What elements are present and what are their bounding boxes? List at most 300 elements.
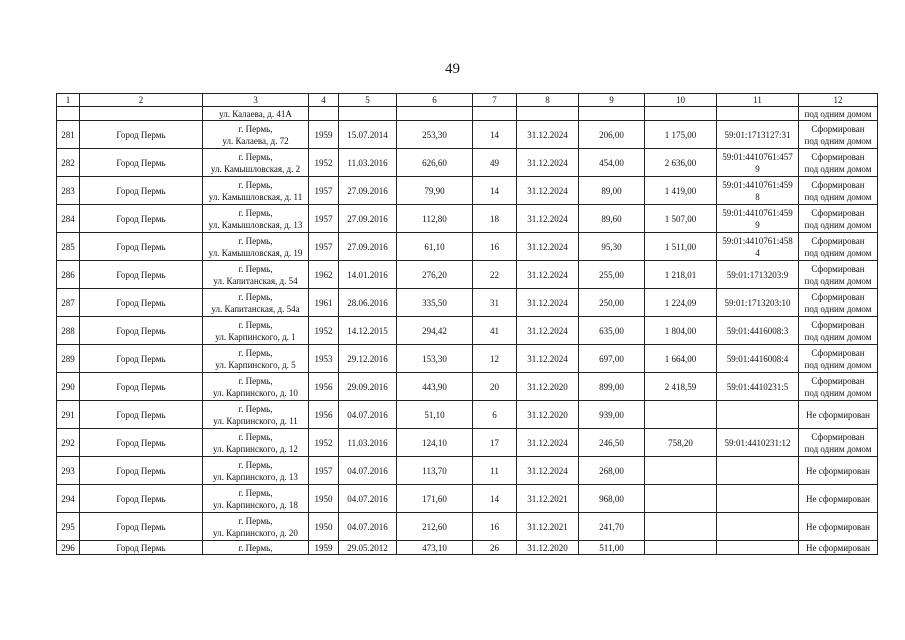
address-line-2: ул. Карпинского, д. 20: [213, 527, 298, 538]
land-area: 268,00: [579, 457, 645, 485]
land-area: 95,30: [579, 233, 645, 261]
living-area: 626,60: [397, 149, 473, 177]
land-status-line-1: Сформирован: [811, 375, 865, 386]
build-year: 1959: [309, 121, 339, 149]
cost-value: 2 418,59: [645, 373, 717, 401]
land-area: 206,00: [579, 121, 645, 149]
municipality: Город Пермь: [80, 541, 203, 555]
municipality: Город Пермь: [80, 177, 203, 205]
land-status-line-1: Сформирован: [811, 179, 865, 190]
build-year: 1950: [309, 485, 339, 513]
planned-date: 31.12.2024: [517, 149, 579, 177]
land-status-line-2: под одним домом: [804, 247, 872, 258]
build-year: 1952: [309, 149, 339, 177]
residents-count: 18: [473, 205, 517, 233]
address-line-1: г. Пермь,: [238, 375, 273, 386]
land-status: [799, 513, 878, 541]
cadastral-number-line-1: 59:01:4410761:459: [722, 207, 793, 218]
land-status-line-1: Не сформирован: [806, 465, 870, 476]
row-number: 283: [57, 177, 80, 205]
column-number-row: [57, 94, 878, 107]
land-status-line-2: под одним домом: [804, 443, 872, 454]
cadastral-number-line-1: 59:01:4416008:4: [726, 353, 789, 364]
municipality: Город Пермь: [80, 317, 203, 345]
cadastral-number-line-2: 4: [755, 247, 760, 258]
living-area: 153,30: [397, 345, 473, 373]
cadastral-number: [717, 513, 799, 541]
land-status-line-1: Не сформирован: [806, 521, 870, 532]
living-area: 79,90: [397, 177, 473, 205]
continuation-status: под одним домом: [799, 107, 878, 121]
address-line-2: ул. Капитанская, д. 54а: [211, 303, 300, 314]
column-number: 10: [645, 94, 717, 107]
cost-value: 1 507,00: [645, 205, 717, 233]
address: [203, 289, 309, 317]
table-row: [57, 485, 878, 513]
land-status-line-2: под одним домом: [804, 303, 872, 314]
table-row: [57, 121, 878, 149]
cell-empty: [57, 107, 80, 121]
cost-value: 1 218,01: [645, 261, 717, 289]
land-area: 899,00: [579, 373, 645, 401]
land-area: 255,00: [579, 261, 645, 289]
cadastral-number: [717, 541, 799, 555]
cost-value: 1 511,00: [645, 233, 717, 261]
cell-empty: [717, 107, 799, 121]
residents-count: 6: [473, 401, 517, 429]
address-line-2: ул. Камышловская, д. 11: [208, 191, 303, 202]
residents-count: 41: [473, 317, 517, 345]
cadastral-number: [717, 121, 799, 149]
continuation-row: [57, 107, 878, 121]
land-status-line-2: под одним домом: [804, 331, 872, 342]
recognition-date: 14.12.2015: [339, 317, 397, 345]
address-line-1: г. Пермь,: [238, 403, 273, 414]
municipality: Город Пермь: [80, 289, 203, 317]
row-number: 292: [57, 429, 80, 457]
land-status-line-1: Не сформирован: [806, 409, 870, 420]
land-status: [799, 457, 878, 485]
living-area: 212,60: [397, 513, 473, 541]
planned-date: 31.12.2024: [517, 177, 579, 205]
planned-date: 31.12.2020: [517, 373, 579, 401]
municipality: Город Пермь: [80, 233, 203, 261]
land-status-line-1: Сформирован: [811, 263, 865, 274]
table-row: [57, 289, 878, 317]
address-line-2: ул. Капитанская, д. 54: [213, 275, 298, 286]
table-row: [57, 513, 878, 541]
land-status-line-2: под одним домом: [804, 219, 872, 230]
residents-count: 26: [473, 541, 517, 555]
planned-date: 31.12.2024: [517, 205, 579, 233]
cost-value: 2 636,00: [645, 149, 717, 177]
cadastral-number: [717, 485, 799, 513]
living-area: 171,60: [397, 485, 473, 513]
planned-date: 31.12.2024: [517, 345, 579, 373]
row-number: 294: [57, 485, 80, 513]
recognition-date: 04.07.2016: [339, 457, 397, 485]
cost-value: [645, 513, 717, 541]
cell-empty: [339, 107, 397, 121]
address: [203, 233, 309, 261]
cadastral-number: [717, 261, 799, 289]
municipality: Город Пермь: [80, 373, 203, 401]
recognition-date: 29.12.2016: [339, 345, 397, 373]
column-number: 8: [517, 94, 579, 107]
build-year: 1950: [309, 513, 339, 541]
cadastral-number-line-2: 9: [755, 219, 760, 230]
land-status: [799, 485, 878, 513]
column-number: 11: [717, 94, 799, 107]
cadastral-number: [717, 373, 799, 401]
land-status-line-2: под одним домом: [804, 191, 872, 202]
planned-date: 31.12.2024: [517, 121, 579, 149]
living-area: 124,10: [397, 429, 473, 457]
table-row: [57, 233, 878, 261]
cadastral-number: [717, 401, 799, 429]
cadastral-number: [717, 177, 799, 205]
table-row: [57, 429, 878, 457]
table-row: [57, 541, 878, 555]
address-line-2: ул. Карпинского, д. 12: [213, 443, 298, 454]
planned-date: 31.12.2024: [517, 289, 579, 317]
recognition-date: 14.01.2016: [339, 261, 397, 289]
build-year: 1957: [309, 233, 339, 261]
cost-value: 1 804,00: [645, 317, 717, 345]
build-year: 1961: [309, 289, 339, 317]
address: [203, 121, 309, 149]
recognition-date: 04.07.2016: [339, 401, 397, 429]
cadastral-number-line-1: 59:01:4410231:12: [724, 437, 791, 448]
living-area: 112,80: [397, 205, 473, 233]
address-line-2: ул. Карпинского, д. 10: [213, 387, 298, 398]
residents-count: 14: [473, 485, 517, 513]
cadastral-number-line-1: 59:01:4410761:458: [722, 235, 793, 246]
column-number: 3: [203, 94, 309, 107]
land-status: [799, 261, 878, 289]
address-line-1: г. Пермь,: [238, 263, 273, 274]
residents-count: 22: [473, 261, 517, 289]
land-status-line-1: Сформирован: [811, 431, 865, 442]
land-status-line-2: под одним домом: [804, 387, 872, 398]
land-status-line-1: Сформирован: [811, 235, 865, 246]
cadastral-number-line-1: 59:01:4410231:5: [726, 381, 789, 392]
table-row: [57, 373, 878, 401]
cell-empty: [309, 107, 339, 121]
address-line-2: ул. Камышловская, д. 13: [208, 219, 303, 230]
cost-value: 1 224,09: [645, 289, 717, 317]
row-number: 281: [57, 121, 80, 149]
land-status: [799, 541, 878, 555]
land-status: [799, 121, 878, 149]
recognition-date: 29.09.2016: [339, 373, 397, 401]
land-status-line-2: под одним домом: [804, 275, 872, 286]
cadastral-number-line-1: 59:01:4410761:457: [722, 151, 793, 162]
land-status: [799, 317, 878, 345]
recognition-date: 29.05.2012: [339, 541, 397, 555]
residents-count: 14: [473, 177, 517, 205]
build-year: 1957: [309, 457, 339, 485]
recognition-date: 28.06.2016: [339, 289, 397, 317]
address: [203, 177, 309, 205]
cost-value: 758,20: [645, 429, 717, 457]
address: [203, 373, 309, 401]
land-status: [799, 345, 878, 373]
address-line-1: г. Пермь,: [238, 179, 273, 190]
land-area: 89,00: [579, 177, 645, 205]
residents-count: 12: [473, 345, 517, 373]
column-number: 12: [799, 94, 878, 107]
column-number: 6: [397, 94, 473, 107]
cost-value: [645, 485, 717, 513]
row-number: 295: [57, 513, 80, 541]
address-line-1: г. Пермь,: [238, 487, 273, 498]
cell-empty: [80, 107, 203, 121]
land-status-line-1: Сформирован: [811, 151, 865, 162]
planned-date: 31.12.2020: [517, 401, 579, 429]
land-status-line-1: Сформирован: [811, 207, 865, 218]
living-area: 294,42: [397, 317, 473, 345]
land-status-line-2: под одним домом: [804, 359, 872, 370]
address-line-2: ул. Карпинского, д. 18: [213, 499, 298, 510]
address-line-1: г. Пермь,: [238, 319, 273, 330]
living-area: 113,70: [397, 457, 473, 485]
land-status: [799, 429, 878, 457]
planned-date: 31.12.2020: [517, 541, 579, 555]
municipality: Город Пермь: [80, 513, 203, 541]
address-line-1: г. Пермь,: [238, 151, 273, 162]
land-status: [799, 401, 878, 429]
cost-value: [645, 401, 717, 429]
build-year: 1959: [309, 541, 339, 555]
living-area: 473,10: [397, 541, 473, 555]
build-year: 1952: [309, 317, 339, 345]
land-area: 89,60: [579, 205, 645, 233]
address-line-1: г. Пермь,: [238, 291, 273, 302]
address: [203, 457, 309, 485]
table-body: [57, 94, 878, 555]
land-status: [799, 177, 878, 205]
table-row: [57, 317, 878, 345]
address-line-2: ул. Калаева, д. 72: [222, 135, 289, 146]
cadastral-number-line-1: 59:01:1713203:10: [724, 297, 791, 308]
housing-register-table: [56, 93, 878, 555]
municipality: Город Пермь: [80, 485, 203, 513]
row-number: 289: [57, 345, 80, 373]
build-year: 1956: [309, 401, 339, 429]
address-line-2: ул. Карпинского, д. 11: [213, 415, 298, 426]
column-number: 4: [309, 94, 339, 107]
row-number: 288: [57, 317, 80, 345]
cost-value: 1 664,00: [645, 345, 717, 373]
cadastral-number-line-2: 8: [755, 191, 760, 202]
living-area: 61,10: [397, 233, 473, 261]
table-row: [57, 177, 878, 205]
row-number: 293: [57, 457, 80, 485]
cadastral-number: [717, 457, 799, 485]
column-number: 1: [57, 94, 80, 107]
land-area: 968,00: [579, 485, 645, 513]
column-number: 5: [339, 94, 397, 107]
planned-date: 31.12.2024: [517, 317, 579, 345]
column-number: 9: [579, 94, 645, 107]
municipality: Город Пермь: [80, 401, 203, 429]
residents-count: 16: [473, 233, 517, 261]
address-line-1: г. Пермь,: [238, 542, 273, 553]
municipality: Город Пермь: [80, 345, 203, 373]
row-number: 287: [57, 289, 80, 317]
address-line-1: г. Пермь,: [238, 207, 273, 218]
planned-date: 31.12.2021: [517, 513, 579, 541]
residents-count: 49: [473, 149, 517, 177]
build-year: 1957: [309, 177, 339, 205]
living-area: 276,20: [397, 261, 473, 289]
land-area: 454,00: [579, 149, 645, 177]
land-status-line-1: Сформирован: [811, 123, 865, 134]
address: [203, 541, 309, 555]
land-status: [799, 205, 878, 233]
row-number: 296: [57, 541, 80, 555]
planned-date: 31.12.2024: [517, 261, 579, 289]
cadastral-number-line-1: 59:01:1713127:31: [724, 129, 791, 140]
residents-count: 14: [473, 121, 517, 149]
cadastral-number: [717, 317, 799, 345]
residents-count: 20: [473, 373, 517, 401]
address-line-2: ул. Карпинского, д. 1: [215, 331, 296, 342]
cadastral-number-line-1: 59:01:4416008:3: [726, 325, 789, 336]
land-status-line-1: Сформирован: [811, 347, 865, 358]
land-area: 511,00: [579, 541, 645, 555]
land-status-line-1: Не сформирован: [806, 542, 870, 553]
land-status: [799, 289, 878, 317]
living-area: 253,30: [397, 121, 473, 149]
cell-empty: [473, 107, 517, 121]
planned-date: 31.12.2024: [517, 233, 579, 261]
cadastral-number: [717, 289, 799, 317]
cadastral-number: [717, 345, 799, 373]
residents-count: 17: [473, 429, 517, 457]
address-line-2: ул. Камышловская, д. 19: [208, 247, 303, 258]
land-area: 635,00: [579, 317, 645, 345]
row-number: 290: [57, 373, 80, 401]
residents-count: 11: [473, 457, 517, 485]
recognition-date: 11.03.2016: [339, 149, 397, 177]
recognition-date: 27.09.2016: [339, 177, 397, 205]
address: [203, 513, 309, 541]
address: [203, 261, 309, 289]
cadastral-number: [717, 233, 799, 261]
cadastral-number-line-1: 59:01:1713203:9: [726, 269, 789, 280]
table-row: [57, 205, 878, 233]
cost-value: 1 175,00: [645, 121, 717, 149]
residents-count: 16: [473, 513, 517, 541]
land-status: [799, 149, 878, 177]
land-status-line-1: Сформирован: [811, 319, 865, 330]
cost-value: [645, 457, 717, 485]
address: [203, 401, 309, 429]
land-status-line-1: Не сформирован: [806, 493, 870, 504]
address: [203, 485, 309, 513]
cell-empty: [579, 107, 645, 121]
land-area: 250,00: [579, 289, 645, 317]
row-number: 285: [57, 233, 80, 261]
address-line-2: ул. Камышловская, д. 2: [210, 163, 301, 174]
build-year: 1952: [309, 429, 339, 457]
build-year: 1953: [309, 345, 339, 373]
recognition-date: 11.03.2016: [339, 429, 397, 457]
living-area: 443,90: [397, 373, 473, 401]
land-status: [799, 373, 878, 401]
cadastral-number: [717, 149, 799, 177]
page-number: 49: [445, 61, 460, 77]
table-row: [57, 457, 878, 485]
land-status-line-2: под одним домом: [804, 135, 872, 146]
residents-count: 31: [473, 289, 517, 317]
address-line-1: г. Пермь,: [238, 431, 273, 442]
municipality: Город Пермь: [80, 261, 203, 289]
recognition-date: 27.09.2016: [339, 233, 397, 261]
cadastral-number: [717, 429, 799, 457]
land-area: 241,70: [579, 513, 645, 541]
address-line-2: ул. Карпинского, д. 13: [213, 471, 298, 482]
build-year: 1957: [309, 205, 339, 233]
cell-empty: [397, 107, 473, 121]
table-row: [57, 345, 878, 373]
recognition-date: 04.07.2016: [339, 485, 397, 513]
continuation-address: ул. Калаева, д. 41А: [203, 107, 309, 121]
table-row: [57, 401, 878, 429]
cadastral-number-line-1: 59:01:4410761:459: [722, 179, 793, 190]
column-number: 2: [80, 94, 203, 107]
row-number: 291: [57, 401, 80, 429]
living-area: 51,10: [397, 401, 473, 429]
municipality: Город Пермь: [80, 149, 203, 177]
land-area: 246,50: [579, 429, 645, 457]
land-status-line-1: Сформирован: [811, 291, 865, 302]
address-line-2: ул. Карпинского, д. 5: [215, 359, 296, 370]
cell-empty: [645, 107, 717, 121]
row-number: 286: [57, 261, 80, 289]
land-status: [799, 233, 878, 261]
address-line-1: г. Пермь,: [238, 515, 273, 526]
row-number: 282: [57, 149, 80, 177]
municipality: Город Пермь: [80, 457, 203, 485]
cell-empty: [517, 107, 579, 121]
planned-date: 31.12.2021: [517, 485, 579, 513]
municipality: Город Пермь: [80, 205, 203, 233]
planned-date: 31.12.2024: [517, 457, 579, 485]
land-status-line-2: под одним домом: [804, 163, 872, 174]
address-line-1: г. Пермь,: [238, 459, 273, 470]
cadastral-number: [717, 205, 799, 233]
row-number: 284: [57, 205, 80, 233]
address: [203, 345, 309, 373]
municipality: Город Пермь: [80, 429, 203, 457]
cost-value: [645, 541, 717, 555]
address: [203, 149, 309, 177]
cadastral-number-line-2: 9: [755, 163, 760, 174]
build-year: 1962: [309, 261, 339, 289]
table-row: [57, 149, 878, 177]
address: [203, 205, 309, 233]
address-line-1: г. Пермь,: [238, 235, 273, 246]
municipality: Город Пермь: [80, 121, 203, 149]
address: [203, 429, 309, 457]
recognition-date: 04.07.2016: [339, 513, 397, 541]
table-row: [57, 261, 878, 289]
land-area: 697,00: [579, 345, 645, 373]
land-area: 939,00: [579, 401, 645, 429]
